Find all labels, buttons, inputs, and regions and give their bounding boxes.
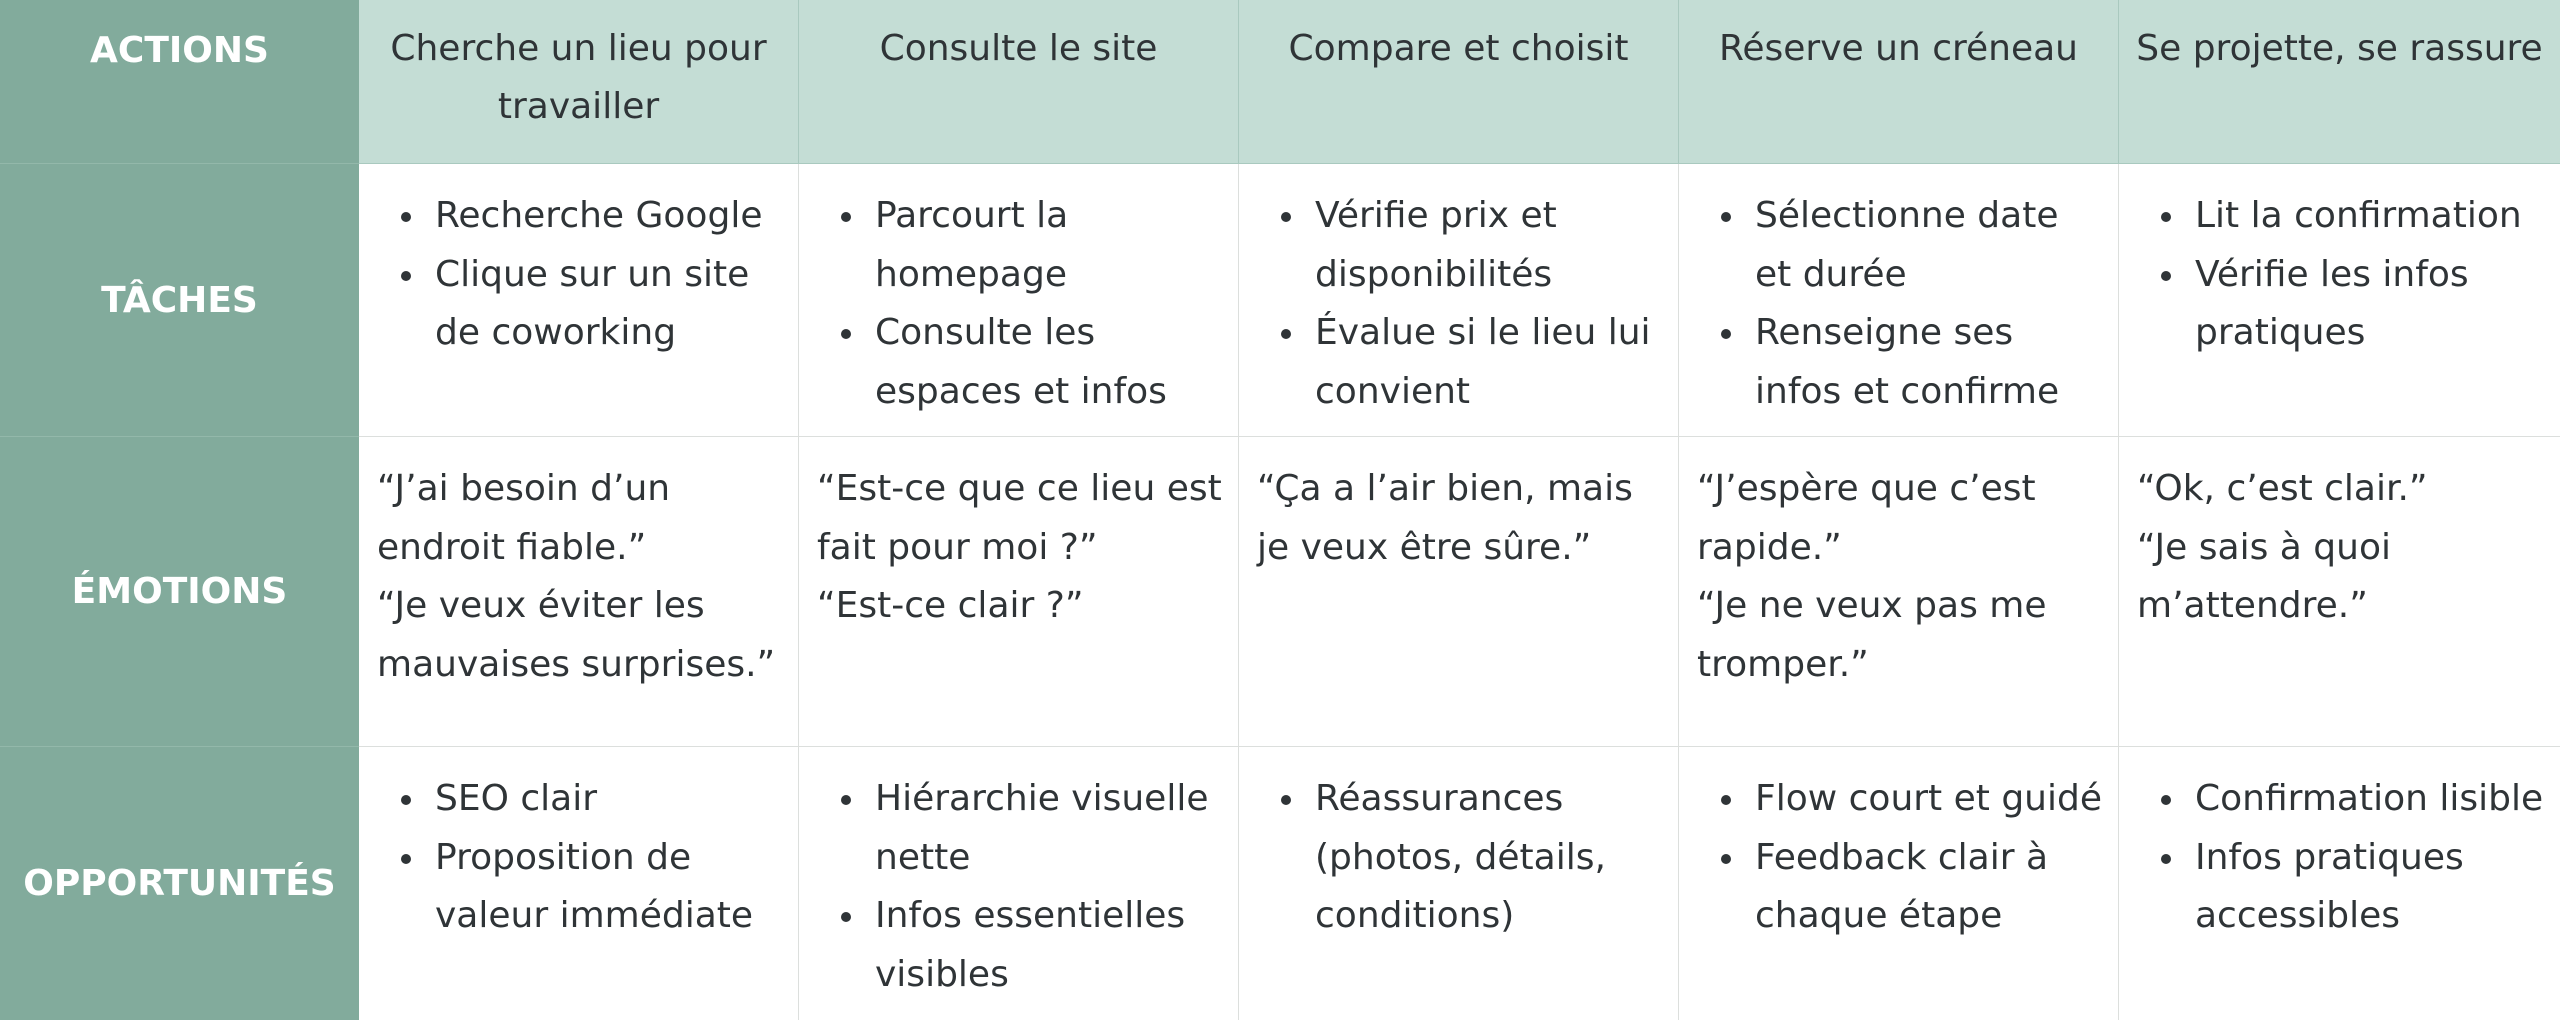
opportunites-list	[817, 770, 1222, 1004]
emotions-cell	[2119, 437, 2560, 747]
emotion-quote: “Je sais à quoi m’attendre.”	[2137, 526, 2391, 626]
list-item: Infos essentielles visibles	[875, 887, 1222, 1004]
emotions-cell	[1679, 437, 2119, 747]
opportunites-list	[2137, 770, 2544, 946]
emotion-quote: “J’espère que c’est rapide.”	[1697, 468, 2036, 568]
list-item: Feedback clair à chaque étape	[1755, 829, 2102, 946]
list-item: Hiérarchie visuelle nette	[875, 770, 1222, 887]
list-item: SEO clair	[435, 770, 782, 829]
list-item: Infos pratiques accessibles	[2195, 829, 2544, 946]
row-label-emotions: ÉMOTIONS	[0, 437, 359, 747]
action-header: Se projette, se rassure	[2119, 0, 2560, 164]
opportunites-cell	[799, 747, 1239, 1020]
list-item: Recherche Google	[435, 187, 782, 246]
taches-cell	[359, 164, 799, 437]
emotion-quote: “J’ai besoin d’un endroit fiable.”	[377, 468, 671, 568]
action-header: Cherche un lieu pour travailler	[359, 0, 799, 164]
taches-cell	[1239, 164, 1679, 437]
action-header: Consulte le site	[799, 0, 1239, 164]
list-item: Proposition de valeur immédiate	[435, 829, 782, 946]
action-header: Réserve un créneau	[1679, 0, 2119, 164]
taches-cell	[1679, 164, 2119, 437]
taches-list	[1697, 187, 2102, 421]
list-item: Flow court et guidé	[1755, 770, 2102, 829]
row-label-actions: ACTIONS	[0, 0, 359, 164]
list-item: Parcourt la homepage	[875, 187, 1222, 304]
opportunites-cell	[1239, 747, 1679, 1020]
emotions-cell	[799, 437, 1239, 747]
list-item: Clique sur un site de coworking	[435, 246, 782, 363]
opportunites-list	[1257, 770, 1662, 946]
list-item: Réassurances (photos, détails, conditions)	[1315, 770, 1662, 946]
row-label-opportunites: OPPORTUNITÉS	[0, 747, 359, 1020]
list-item: Sélectionne date et durée	[1755, 187, 2102, 304]
emotion-quote: “Est-ce que ce lieu est fait pour moi ?”	[817, 468, 1222, 568]
opportunites-cell	[2119, 747, 2560, 1020]
list-item: Vérifie prix et disponibilités	[1315, 187, 1662, 304]
action-header: Compare et choisit	[1239, 0, 1679, 164]
row-label-taches: TÂCHES	[0, 164, 359, 437]
list-item: Renseigne ses infos et confirme	[1755, 304, 2102, 421]
taches-list	[817, 187, 1222, 421]
taches-cell	[2119, 164, 2560, 437]
emotion-quote: “Ok, c’est clair.”	[2137, 468, 2428, 509]
emotions-cell	[359, 437, 799, 747]
opportunites-cell	[359, 747, 799, 1020]
emotion-quote: “Ça a l’air bien, mais je veux être sûre.”	[1257, 468, 1633, 568]
taches-list	[377, 187, 782, 363]
opportunites-list	[377, 770, 782, 946]
emotion-quote: “Je ne veux pas me tromper.”	[1697, 585, 2047, 685]
list-item: Lit la confirmation	[2195, 187, 2544, 246]
emotion-quote: “Je veux éviter les mauvaises surprises.”	[377, 585, 776, 685]
list-item: Vérifie les infos pratiques	[2195, 246, 2544, 363]
list-item: Consulte les espaces et infos	[875, 304, 1222, 421]
taches-list	[1257, 187, 1662, 421]
emotions-cell	[1239, 437, 1679, 747]
taches-cell	[799, 164, 1239, 437]
list-item: Confirmation lisible	[2195, 770, 2544, 829]
opportunites-list	[1697, 770, 2102, 946]
list-item: Évalue si le lieu lui convient	[1315, 304, 1662, 421]
taches-list	[2137, 187, 2544, 363]
opportunites-cell	[1679, 747, 2119, 1020]
emotion-quote: “Est-ce clair ?”	[817, 585, 1084, 626]
